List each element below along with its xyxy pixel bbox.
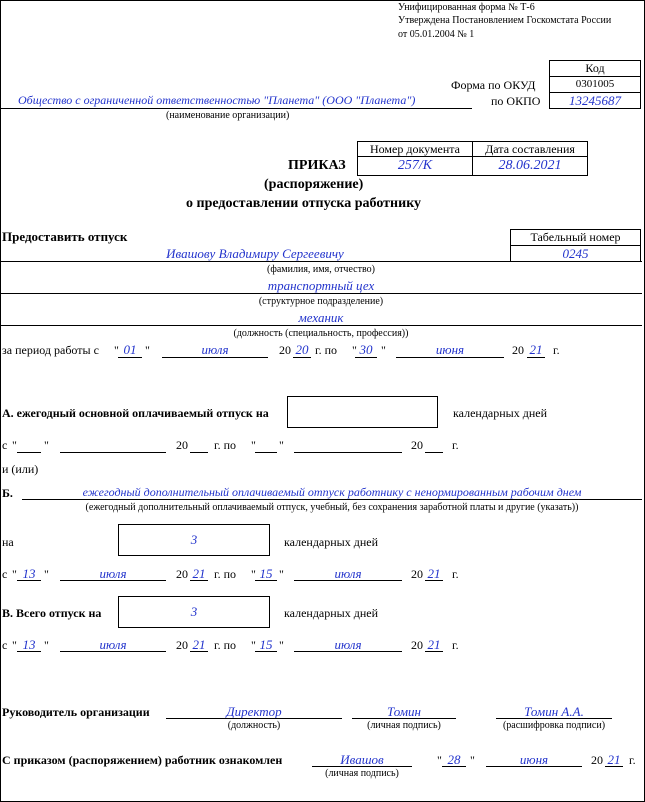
section-a-to-label: г. по [214,438,236,452]
section-a-quote-open: " [12,438,17,452]
section-v-to-month: июля [334,637,362,652]
period-to-label: г. по [315,343,337,357]
section-b-quote-close2: " [279,567,284,581]
section-b-to-month: июля [334,566,362,581]
section-v-from-year: 21 [192,637,206,652]
section-a-quote-close: " [44,438,49,452]
ack-month: июня [519,752,549,767]
section-v-days: 3 [190,604,198,619]
section-b-kind-line [22,499,642,500]
period-to-year: 21 [529,342,543,357]
grant-vacation-label: Предоставить отпуск [2,229,128,244]
okpo-label: по ОКПО [491,94,541,108]
code-header: Код [549,60,641,77]
section-b-on-label: на [2,535,14,549]
form-header-line3: от 05.01.2004 № 1 [398,29,475,40]
section-b-to-day-line [255,580,277,581]
period-quote-open2: " [352,343,357,357]
section-b-from-day-line [17,580,41,581]
section-b-to-year: 21 [427,566,441,581]
section-b-to-month-line [294,580,402,581]
ack-year-line [605,766,623,767]
fio-caption: (фамилия, имя, отчество) [267,264,375,275]
section-b-from-year: 21 [192,566,206,581]
period-from-year-prefix: 20 [279,343,291,357]
section-a-from-day-line [17,452,41,453]
form-header-line1: Унифицированная форма № Т-6 [398,2,535,13]
section-v-g: г. [452,638,459,652]
section-b-to-year-prefix: 20 [411,567,423,581]
period-to-year-prefix: 20 [512,343,524,357]
doc-number: 257/К [357,156,473,176]
position-caption: (должность (специальность, профессия)) [233,328,409,339]
ack-year: 21 [607,752,621,767]
section-a-to-month-line [294,452,402,453]
section-a-from-prefix: с [2,438,8,452]
ack-year-prefix: 20 [591,753,603,767]
section-b-to-day: 15 [259,566,273,581]
section-a-from-year-prefix: 20 [176,438,188,452]
employee-department: транспортный цех [267,278,375,293]
section-a-quote-close2: " [279,438,284,452]
section-v-from-day-line [17,651,41,652]
tab-number-header: Табельный номер [510,229,641,246]
section-b-kind-caption: (ежегодный дополнительный оплачиваемый отпуск, учебный, без сохранения заработной платы и другие (указать)) [85,502,579,513]
ack-quote-close: " [470,753,475,767]
period-to-day: 30 [359,342,373,357]
organization-underline [0,108,472,109]
section-a-to-day-line [255,452,277,453]
doc-number-header: Номер документа [357,141,473,157]
ack-g: г. [629,753,636,767]
period-quote-close: " [145,343,150,357]
head-signature-decode: Томин А.А. [524,704,584,719]
section-a-g: г. [452,438,459,452]
doc-date: 28.06.2021 [472,156,588,176]
period-from-day: 01 [123,342,137,357]
section-v-days-label: календарных дней [284,606,379,620]
section-v-to-year-prefix: 20 [411,638,423,652]
employee-signature-line [312,766,412,767]
section-b-quote-open: " [12,567,17,581]
organization-caption: (наименование организации) [166,110,290,121]
ack-day: 28 [447,752,461,767]
tab-number: 0245 [510,245,641,262]
section-b-to-year-line [425,580,443,581]
okud-value: 0301005 [549,76,641,93]
section-a-days-box [287,396,438,428]
period-quote-close2: " [381,343,386,357]
order-subtitle: (распоряжение) [264,177,364,192]
section-b-letter: Б. [2,486,13,500]
employee-signature: Ивашов [340,752,384,767]
employee-signature-caption: (личная подпись) [325,768,399,779]
section-v-to-day-line [255,651,277,652]
department-underline [0,293,642,294]
section-a-days-label: календарных дней [453,406,548,420]
section-a-to-year-line [425,452,443,453]
head-position-caption: (должность) [227,720,281,731]
position-underline [0,325,642,326]
section-b-kind: ежегодный дополнительный оплачиваемый отпуск работнику с ненормированным рабочим днем [82,485,582,499]
okpo-value: 13245687 [549,92,641,109]
section-v-to-year-line [425,651,443,652]
period-to-year-line [527,357,545,358]
fio-underline [0,261,642,262]
section-v-quote-open: " [12,638,17,652]
section-v-from-prefix: с [2,638,8,652]
section-b-to-label: г. по [214,567,236,581]
head-signature: Томин [386,704,421,719]
section-a-from-year-line [190,452,208,453]
section-b-from-day: 13 [22,566,36,581]
period-label: за период работы с [2,343,99,357]
section-a-from-month-line [60,452,166,453]
order-title: ПРИКАЗ [288,158,346,173]
section-a-to-year-prefix: 20 [411,438,423,452]
acknowledged-label: С приказом (распоряжением) работник ознакомлен [2,753,283,767]
employee-fio: Ивашову Владимиру Сергеевичу [166,246,344,261]
period-from-year-line [293,357,311,358]
section-a-quote-open2: " [251,438,256,452]
section-b-from-prefix: с [2,567,8,581]
head-decode-line [496,718,612,719]
section-b-from-month: июля [99,566,127,581]
section-b-from-month-line [60,580,166,581]
section-v-to-day: 15 [259,637,273,652]
section-v-to-month-line [294,651,402,652]
period-from-day-line [118,357,142,358]
section-b-from-year-line [190,580,208,581]
period-to-month-line [396,357,504,358]
section-b-g: г. [452,567,459,581]
order-purpose: о предоставлении отпуска работнику [186,196,422,211]
form-header-line2: Утверждена Постановлением Госкомстата России [398,15,612,26]
head-signature-caption: (личная подпись) [367,720,441,731]
section-a-label: А. ежегодный основной оплачиваемый отпуск на [2,406,269,420]
section-b-days-label: календарных дней [284,535,379,549]
period-g: г. [553,343,560,357]
period-from-year: 20 [295,342,309,357]
period-from-month: июля [201,342,229,357]
section-v-quote-close2: " [279,638,284,652]
section-b-from-year-prefix: 20 [176,567,188,581]
section-v-label: В. Всего отпуск на [2,606,102,620]
section-v-from-month: июля [99,637,127,652]
period-to-month: июня [435,342,465,357]
head-label: Руководитель организации [2,705,150,719]
period-from-month-line [162,357,268,358]
section-v-quote-close: " [44,638,49,652]
section-v-from-year-prefix: 20 [176,638,188,652]
department-caption: (структурное подразделение) [258,296,384,307]
section-v-to-year: 21 [427,637,441,652]
ack-month-line [486,766,582,767]
period-quote-open: " [114,343,119,357]
head-signature-line [352,718,456,719]
section-b-days: 3 [190,532,198,547]
and-or-label: и (или) [2,462,39,476]
head-position-line [166,718,342,719]
section-v-from-day: 13 [22,637,36,652]
doc-date-header: Дата составления [472,141,588,157]
ack-day-line [442,766,466,767]
head-decode-caption: (расшифровка подписи) [502,720,606,731]
section-v-quote-open2: " [251,638,256,652]
section-v-from-year-line [190,651,208,652]
employee-position: механик [298,310,344,325]
section-b-quote-open2: " [251,567,256,581]
head-position: Директор [226,704,282,719]
period-to-day-line [355,357,377,358]
section-v-to-label: г. по [214,638,236,652]
section-b-quote-close: " [44,567,49,581]
organization-name: Общество с ограниченной ответственностью "Планета" (ООО "Планета") [18,93,416,107]
okud-label: Форма по ОКУД [451,78,536,92]
section-v-from-month-line [60,651,166,652]
ack-quote-open: " [437,753,442,767]
